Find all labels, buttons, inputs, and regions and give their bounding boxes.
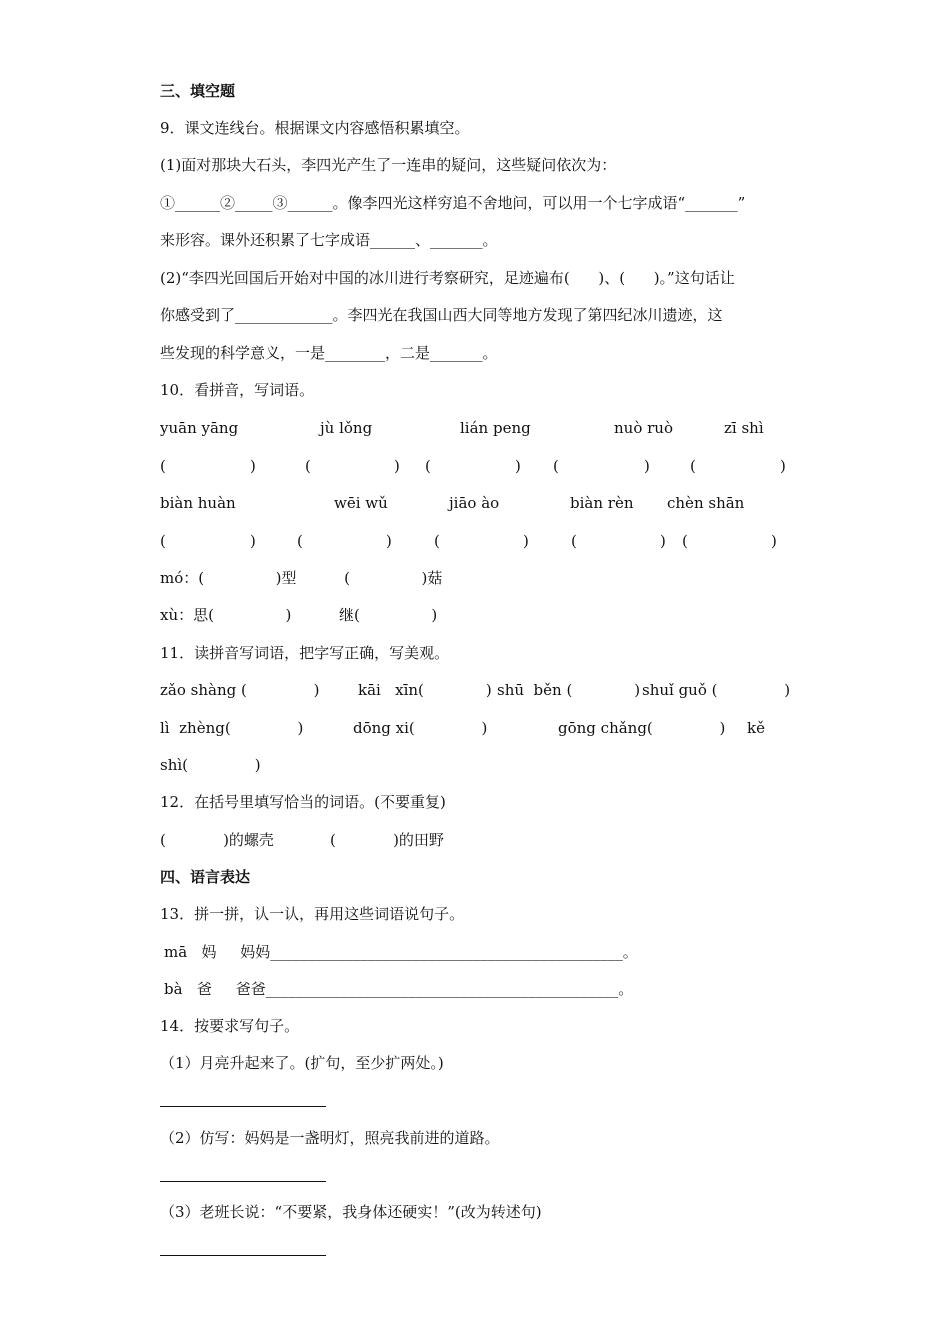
pinyin-item: biàn rèn [570,494,634,512]
pinyin-item: lián peng [460,419,531,437]
question-14-sub: （1）月亮升起来了。(扩句，至少扩两处。) [160,1054,444,1072]
pinyin-item: wēi wǔ [334,494,388,512]
pinyin-item: zǎo shàng ( ) [160,681,320,699]
answer-bracket: ) [660,532,666,550]
answer-bracket[interactable]: ( [160,457,166,475]
question-12-blank: ( )的田野 [330,831,444,849]
pinyin-item: zī shì [724,419,764,437]
pinyin-item: chèn shān [667,494,745,512]
answer-bracket: ) [394,457,400,475]
answer-bracket[interactable]: ( [434,532,440,550]
question-9-line: 些发现的科学意义，一是________，二是_______。 [160,344,498,362]
answer-bracket[interactable]: ( [297,532,303,550]
pinyin-item: kāi xīn( ) [358,681,492,699]
answer-bracket: ) [780,457,786,475]
pinyin-item: shuǐ guǒ ( ) [642,681,791,699]
answer-bracket: ) [771,532,777,550]
answer-line[interactable] [160,1106,326,1107]
pinyin-item: shū běn ( ) [497,681,641,699]
question-14-sub: （3）老班长说：“不要紧，我身体还硬实！”(改为转述句) [160,1203,542,1221]
answer-bracket[interactable]: ( [425,457,431,475]
answer-line[interactable] [160,1255,326,1256]
answer-bracket[interactable]: ( [682,532,688,550]
pinyin-item: biàn huàn [160,494,236,512]
question-9-line: 你感受到了_____________。李四光在我国山西大同等地方发现了第四纪冰川遗迹，这 [160,306,723,324]
question-12-title: 12．在括号里填写恰当的词语。(不要重复) [160,793,446,811]
answer-line[interactable] [160,1181,326,1182]
answer-bracket: ) [386,532,392,550]
answer-bracket: ) [515,457,521,475]
question-10-mo: mó：( )型 ( )菇 [160,569,443,587]
question-14-title: 14．按要求写句子。 [160,1017,300,1035]
question-9-title: 9．课文连线台。根据课文内容感悟积累填空。 [160,119,470,137]
question-9-line: 来形容。课外还积累了七字成语______、_______。 [160,231,498,249]
answer-bracket[interactable]: ( [305,457,311,475]
question-9-part2: (2)“李四光回国后开始对中国的冰川进行考察研究，足迹遍布( )、( )。”这句话让 [160,269,735,287]
pinyin-item: shì( ) [160,756,261,774]
section-title: 三、填空题 [160,82,236,100]
question-13-line: bà 爸 爸爸_______________________________________________。 [164,980,634,998]
answer-bracket[interactable]: ( [690,457,696,475]
answer-bracket: ) [523,532,529,550]
pinyin-item: jiāo ào [449,494,500,512]
question-12-blank: ( )的螺壳 [160,831,274,849]
question-10-title: 10．看拼音，写词语。 [160,381,315,399]
pinyin-item: jù lǒng [320,419,373,437]
pinyin-item: kě [747,719,765,737]
question-14-sub: （2）仿写：妈妈是一盏明灯，照亮我前进的道路。 [160,1129,500,1147]
section-title: 四、语言表达 [160,868,251,886]
answer-bracket[interactable]: ( [553,457,559,475]
question-10-xu: xù：思( ) 继( ) [160,606,438,624]
pinyin-item: yuān yāng [160,419,239,437]
pinyin-item: gōng chǎng( ) [558,719,726,737]
question-13-title: 13．拼一拼，认一认，再用这些词语说句子。 [160,905,465,923]
question-9-part1: (1)面对那块大石头，李四光产生了一连串的疑问，这些疑问依次为： [160,156,617,174]
answer-bracket: ) [250,457,256,475]
answer-bracket[interactable]: ( [571,532,577,550]
pinyin-item: dōng xi( ) [353,719,488,737]
pinyin-item: lì zhèng( ) [160,719,304,737]
question-13-line: mā 妈 妈妈_______________________________________________。 [164,943,638,961]
question-9-line: ①______②_____③______。像李四光这样穷追不舍地问，可以用一个七字成语“_______” [160,194,746,212]
question-11-title: 11．读拼音写词语，把字写正确，写美观。 [160,644,450,662]
answer-bracket: ) [644,457,650,475]
answer-bracket[interactable]: ( [160,532,166,550]
answer-bracket: ) [250,532,256,550]
pinyin-item: nuò ruò [614,419,673,437]
